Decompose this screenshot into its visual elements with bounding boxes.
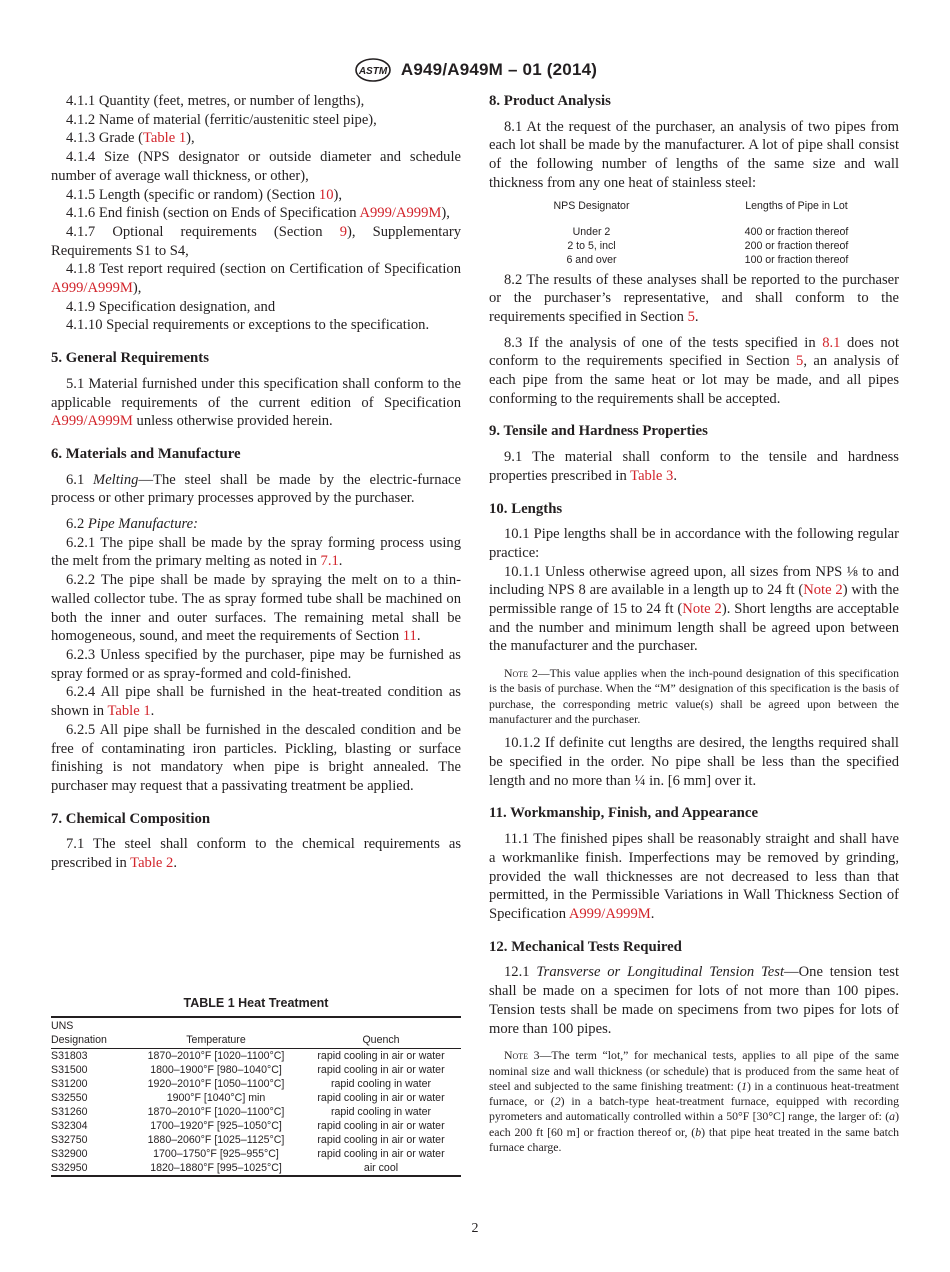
section-8-heading: 8. Product Analysis [489, 93, 611, 109]
right-column [489, 92, 899, 1155]
section-7-heading: 7. Chemical Composition [51, 810, 211, 827]
col-header-lengths: Lengths of Pipe in Lot [745, 199, 848, 212]
section-6-heading: 6. Materials and Manufacture [51, 445, 241, 462]
link-table-3[interactable]: Table 3 [630, 467, 674, 484]
para-11-1: 11.1 The finished pipes shall be reasonably straight and shall have a workmanlike finish. Imperfections may be removed by grinding, provided the wall thicknesses are not decreased to less than that permitted, in the Permissible Variations in Wall Thickness Section of Specification A999/A999M. [489, 831, 899, 922]
para-7-1: 7.1 The steel shall conform to the chemical requirements as prescribed in Table 2. [51, 836, 461, 872]
para-6-2-4: 6.2.4 All pipe shall be furnished in the heat-treated condition as shown in Table 1. [51, 684, 461, 720]
note-3: Note 3—The term “lot,” for mechanical tests, applies to all pipe of the same nominal size and wall thickness (or schedule) that is produced from the same heat of steel and subjected to the same finishing treatment: (1) in a continuous heat-treatment furnace, or (2) in a batch-type heat-treatment furnace, equipped with recording pyrometers and automatically controlled within a 50°F [30°C] range, the larger of: (a) each 200 ft [60 m] or fraction thereof or, (b) that pipe heat treated in the same batch furnace charge. [489, 1048, 900, 1154]
link-a999[interactable]: A999/A999M [568, 905, 651, 922]
link-section-10[interactable]: 10 [318, 186, 334, 203]
para-6-1: 6.1 Melting—The steel shall be made by the electric-furnace process or other primary processes approved by the purchaser. [51, 471, 461, 507]
para-6-2-3: 6.2.3 Unless specified by the purchaser, pipe may be furnished as spray formed or as spray-formed and cold-finished. [51, 646, 461, 682]
table-row: 6 and over 100 or fraction thereof [566, 253, 849, 266]
section-5-heading: 5. General Requirements [51, 350, 209, 367]
lot-table-header [489, 199, 899, 213]
table-row: S32750 1880–2060°F [1025–1125°C] rapid cooling in air or water [51, 1134, 445, 1146]
section-9-heading: 9. Tensile and Hardness Properties [489, 423, 708, 440]
col-header-uns: UNS Designation [51, 1020, 107, 1046]
item-4-1-8: 4.1.8 Test report required (section on Certification of Specification A999/A999M), [51, 261, 461, 297]
link-a999[interactable]: A999/A999M [51, 280, 133, 297]
table-row: S32900 1700–1750°F [925–955°C] rapid cooling in air or water [51, 1148, 445, 1160]
table-1 [51, 1016, 461, 1177]
item-4-1-10: 4.1.10 Special requirements or exceptions to the specification. [66, 317, 430, 334]
page-header [0, 58, 950, 82]
para-10-1-2: 10.1.2 If definite cut lengths are desired, the lengths required shall be specified in the order. No pipe shall be less than the specified length and no more than ¼ in. [6 mm] over it. [489, 735, 899, 789]
link-section-5[interactable]: 5 [796, 353, 804, 370]
link-7-1[interactable]: 7.1 [320, 553, 339, 570]
item-4-1-6: 4.1.6 End finish (section on Ends of Specification A999/A999M), [66, 205, 450, 222]
link-section-9[interactable]: 9 [339, 223, 347, 240]
table-row: S32950 1820–1880°F [995–1025°C] air cool [51, 1162, 399, 1174]
link-table-2[interactable]: Table 2 [130, 855, 174, 872]
para-10-1: 10.1 Pipe lengths shall be in accordance with the following regular practice: [489, 526, 899, 561]
link-8-1[interactable]: 8.1 [822, 334, 841, 351]
para-6-2-2: 6.2.2 The pipe shall be made by spraying the melt on to a thin-walled collector tube. The as spray formed tube shall be machined on both the inner and outer surfaces. The remaining metal shall be homogeneous, sound, and meet the requirements of Section 11. [51, 572, 461, 645]
col-header-nps: NPS Designator [553, 199, 630, 212]
para-5-1: 5.1 Material furnished under this specification shall conform to the applicable requirements of the current edition of Specification A999/A999M unless otherwise provided herein. [51, 375, 461, 430]
para-9-1: 9.1 The material shall conform to the tensile and hardness properties prescribed in Table 3. [489, 449, 899, 484]
para-6-2-1: 6.2.1 The pipe shall be made by the spray forming process using the melt from the primary melting as noted in 7.1. [51, 534, 461, 570]
link-table-1[interactable]: Table 1 [143, 130, 187, 147]
left-column [51, 92, 461, 873]
table-row: S31260 1870–2010°F [1020–1100°C] rapid cooling in water [51, 1106, 432, 1118]
table-header-row [51, 1018, 461, 1049]
svg-text:ASTM: ASTM [358, 66, 388, 77]
para-8-2: 8.2 The results of these analyses shall be reported to the purchaser or the purchaser’s representative, and shall conform to the requirements specified in Section 5. [489, 271, 899, 325]
document-designation: A949/A949M – 01 (2014) [400, 60, 598, 79]
link-section-11[interactable]: 11 [402, 628, 417, 645]
table-row: S32550 1900°F [1040°C] min rapid cooling in air or water [51, 1092, 445, 1104]
astm-logo-icon [353, 58, 393, 82]
col-header-quench: Quench [362, 1034, 400, 1046]
para-8-1: 8.1 At the request of the purchaser, an analysis of two pipes from each lot shall be made by the manufacturer. A lot of pipe shall consist of the following number of lengths of the same size and wall thickness from any one heat of stainless steel: [489, 118, 899, 191]
para-6-2: 6.2 Pipe Manufacture: [66, 516, 198, 533]
table-row: 2 to 5, incl 200 or fraction thereof [567, 239, 849, 252]
item-4-1-2: 4.1.2 Name of material (ferritic/austenitic steel pipe), [66, 111, 377, 128]
para-6-2-5: 6.2.5 All pipe shall be furnished in the descaled condition and be free of contaminating iron particles. Pickling, blasting or surface finishing is not mandatory when pipe is bright annealed. The purchaser may request that a passivating treatment be applied. [51, 721, 461, 794]
para-10-1-1: 10.1.1 Unless otherwise agreed upon, all sizes from NPS ⅛ to and including NPS 8 are available in a length up to 24 ft (Note 2) with the permissible range of 15 to 24 ft (Note 2). Short lengths are acceptable and the number and minimum length shall be agreed upon between the manufacturer and the purchaser. [489, 563, 899, 655]
table-row: S31200 1920–2010°F [1050–1100°C] rapid cooling in water [51, 1078, 432, 1090]
item-4-1-3: 4.1.3 Grade (Table 1), [66, 130, 195, 147]
note-2: Note 2—This value applies when the inch-pound designation of this specification is the basis of purchase. When the “M” designation of this specification is the basis of purchase, the corresponding metric value(s) shall be agreed upon between the manufacturer and the purchaser. [489, 666, 899, 727]
para-12-1: 12.1 Transverse or Longitudinal Tension Test—One tension test shall be made on a specimen for lots of not more than 100 pipes. Tension tests shall be made on specimens from two pipes for lots of more than 100 pipes. [489, 964, 900, 1037]
table-1-title: TABLE 1 Heat Treatment [183, 996, 329, 1010]
table-row: S31500 1800–1900°F [980–1040°C] rapid cooling in air or water [51, 1064, 445, 1076]
col-header-temperature: Temperature [186, 1034, 246, 1046]
section-11-heading: 11. Workmanship, Finish, and Appearance [489, 805, 759, 822]
item-4-1-5: 4.1.5 Length (specific or random) (Section 10), [66, 186, 342, 203]
para-8-3: 8.3 If the analysis of one of the tests specified in 8.1 does not conform to the requirements specified in Section 5, an analysis of each pipe from the same heat or lot may be made, and all pipes conforming to the requirements shall be accepted. [489, 334, 899, 407]
link-section-5[interactable]: 5 [687, 308, 695, 325]
link-a999[interactable]: A999/A999M [359, 205, 442, 222]
item-4-1-7: 4.1.7 Optional requirements (Section 9), Supplementary Requirements S1 to S4, [51, 223, 461, 259]
link-note-2[interactable]: Note 2 [682, 601, 722, 618]
item-4-1-9: 4.1.9 Specification designation, and [66, 298, 276, 315]
item-4-1-4: 4.1.4 Size (NPS designator or outside diameter and schedule number of average wall thickness, or other), [51, 149, 461, 184]
item-4-1-1: 4.1.1 Quantity (feet, metres, or number of lengths), [66, 93, 365, 109]
link-note-2[interactable]: Note 2 [803, 582, 843, 599]
link-table-1[interactable]: Table 1 [107, 703, 151, 720]
section-10-heading: 10. Lengths [489, 500, 563, 517]
lot-size-table [489, 199, 899, 267]
table-row: Under 2 400 or fraction thereof [572, 225, 849, 238]
table-row: S31803 1870–2010°F [1020–1100°C] rapid cooling in air or water [51, 1050, 445, 1062]
section-12-heading: 12. Mechanical Tests Required [489, 938, 682, 955]
link-a999[interactable]: A999/A999M [51, 413, 133, 430]
table-row: S32304 1700–1920°F [925–1050°C] rapid cooling in air or water [51, 1120, 445, 1132]
page-number: 2 [471, 1221, 479, 1236]
